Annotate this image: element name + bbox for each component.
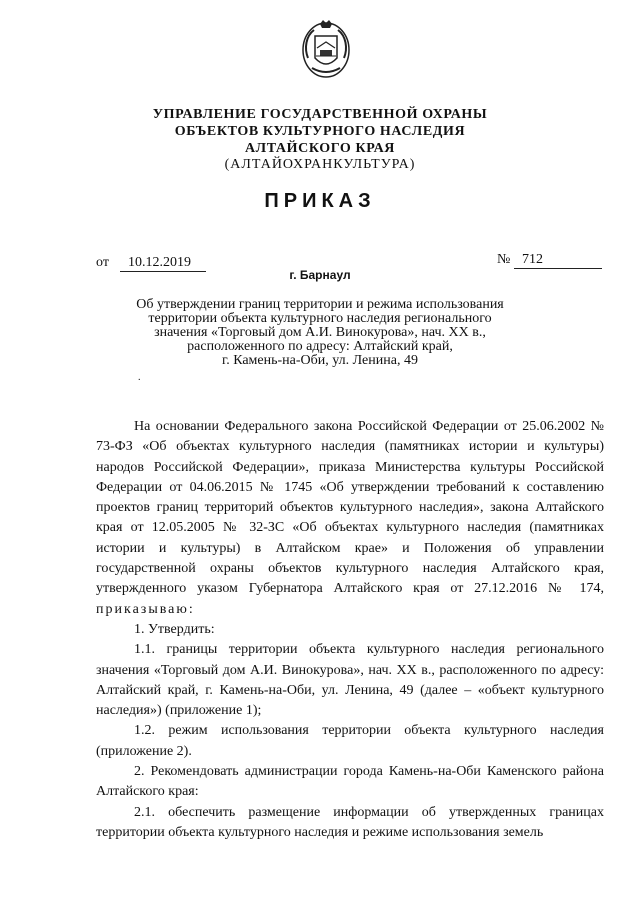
coat-of-arms-icon: [300, 18, 352, 80]
org-name-line-2: ОБЪЕКТОВ КУЛЬТУРНОГО НАСЛЕДИЯ: [174, 124, 466, 139]
subject-line: Об утверждении границ территории и режима использования: [136, 297, 504, 312]
document-type-title: ПРИКАЗ: [264, 190, 376, 212]
order-word: приказываю:: [96, 601, 195, 617]
item-2-1: 2.1. обеспечить размещение информации об утвержденных границах территории объекта культурного наследия и режиме использования земель: [96, 804, 604, 840]
item-2: 2. Рекомендовать администрации города Камень-на-Оби Каменского района Алтайского края:: [96, 764, 604, 800]
stray-dot: .: [138, 372, 141, 383]
document-body: [96, 417, 604, 843]
preamble-paragraph: [96, 417, 604, 620]
item-1-2: 1.2. режим использования территории объекта культурного наследия (приложение 2).: [96, 723, 604, 759]
org-name-line-1: УПРАВЛЕНИЕ ГОСУДАРСТВЕННОЙ ОХРАНЫ: [152, 107, 488, 122]
subject-line: расположенного по адресу: Алтайский край,: [187, 339, 453, 354]
city-name: г. Барнаул: [289, 268, 351, 282]
date-label: от: [96, 255, 109, 270]
org-short-name: (АЛТАЙОХРАНКУЛЬТУРА): [224, 157, 416, 172]
date-value: 10.12.2019: [128, 255, 191, 270]
subject-line: значения «Торговый дом А.И. Винокурова», нач. XX в.,: [154, 325, 486, 340]
preamble-text: На основании Федерального закона Российской Федерации от 25.06.2002 № 73-ФЗ «Об объектах культурного наследия (памятниках истории и культуры) народов Российской Федерации», приказа Министерства культуры Российской Федерации от 04.06.2015 № 1745 «Об утверждении требований к составлению проектов границ территорий объектов культурного наследия», закона Алтайского края от 12.05.2005 № 32-ЗС «Об объектах культурного наследия (памятниках истории и культуры) в Алтайском крае» и Положения об управлении государственной охраны объектов культурного наследия Алтайского края, утвержденного указом Губернатора Алтайского края от 27.12.2016 № 174,: [96, 419, 604, 597]
item-1: 1. Утвердить:: [134, 621, 215, 637]
subject-line: территории объекта культурного наследия регионального: [148, 311, 492, 326]
org-name-line-3: АЛТАЙСКОГО КРАЯ: [244, 141, 396, 156]
number-value: 712: [522, 252, 543, 267]
document-subject: [120, 298, 520, 368]
number-label: №: [497, 252, 511, 267]
item-1-1: 1.1. границы территории объекта культурного наследия регионального значения «Торговый дом А.И. Винокурова», нач. XX в., расположенного по адресу: Алтайский край, г. Камень-на-Оби, ул. Ленина, 49 (далее – «объект культурного наследия») (приложение 1);: [96, 642, 604, 719]
subject-line: г. Камень-на-Оби, ул. Ленина, 49: [222, 353, 418, 368]
